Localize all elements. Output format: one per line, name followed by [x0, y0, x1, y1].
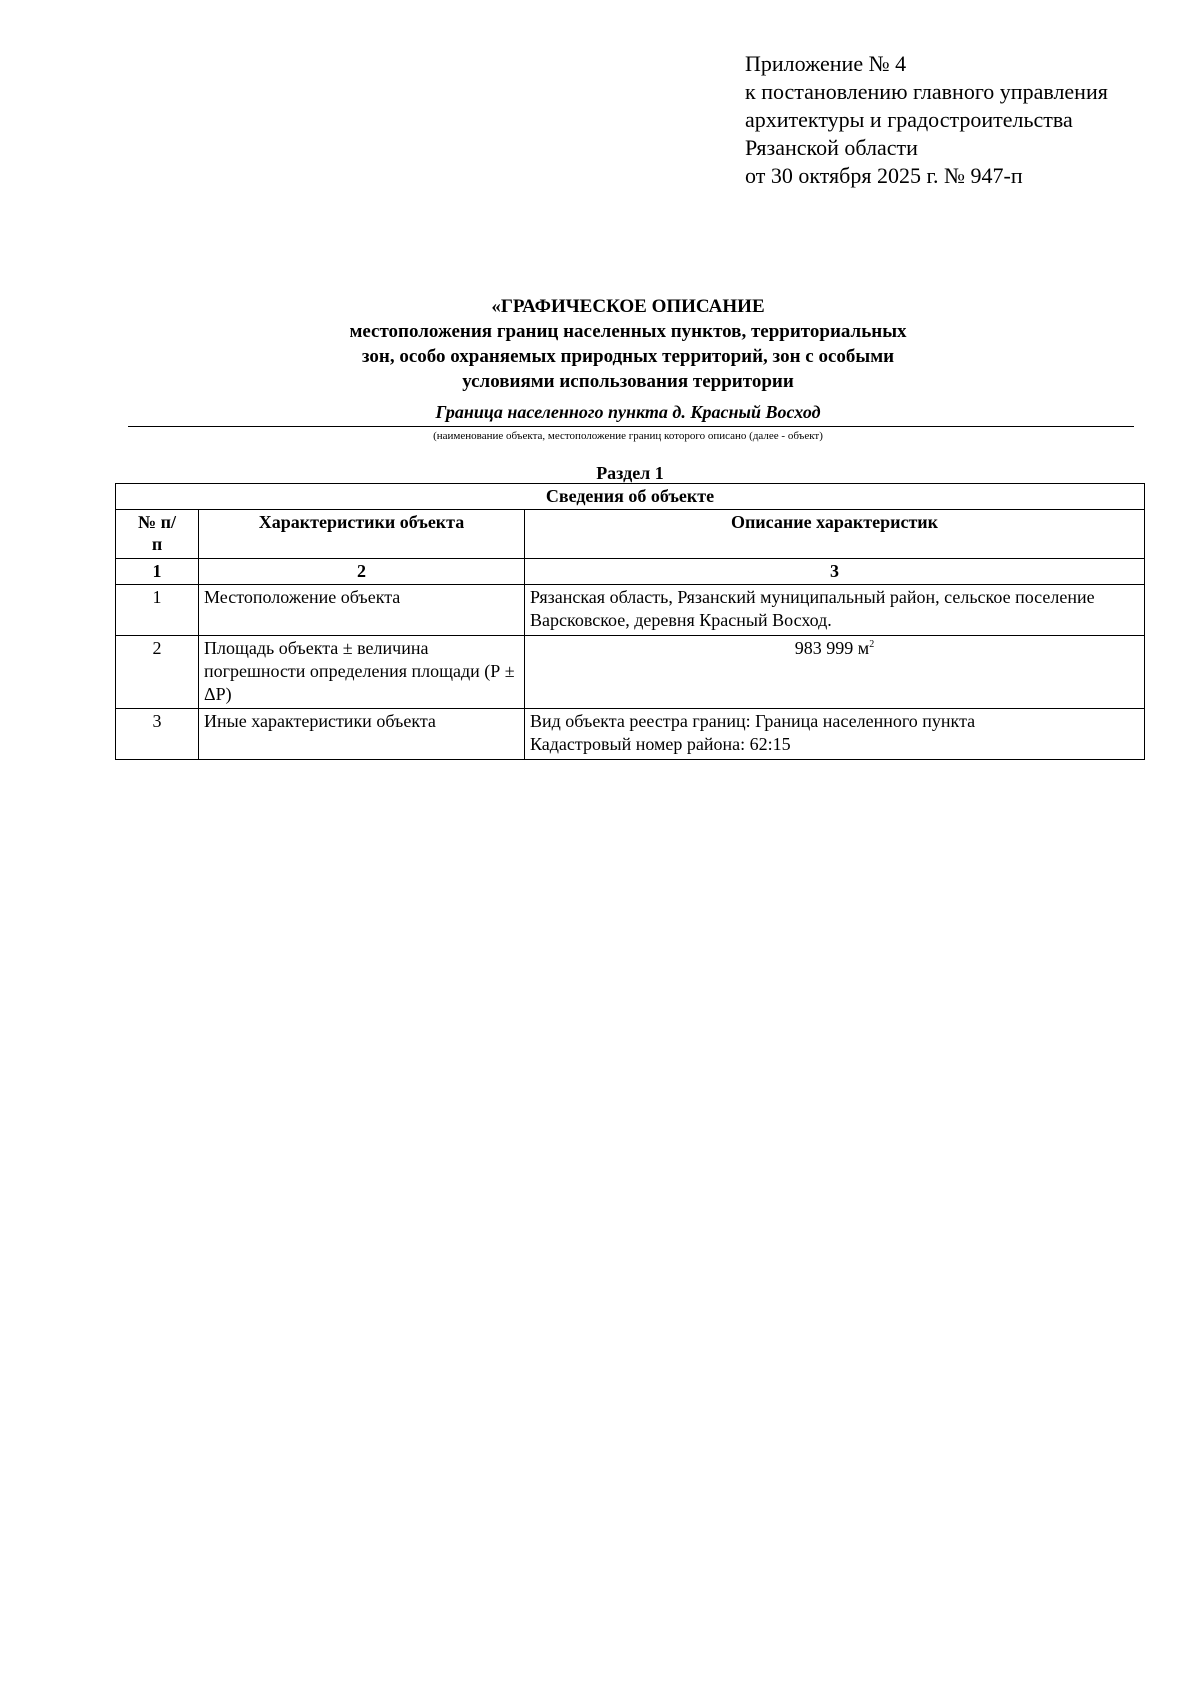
title-line: зон, особо охраняемых природных территорий, зон с особыми [361, 346, 895, 367]
row-description [525, 709, 1145, 760]
object-name: Граница населенного пункта д. Красный Восход [435, 402, 821, 422]
row-num: 1 [116, 585, 199, 636]
appendix-line: к постановлению главного управления [745, 79, 1108, 104]
appendix-line: Рязанской области [745, 135, 918, 160]
appendix-line: Приложение № 4 [745, 51, 907, 76]
table-row [116, 636, 1145, 709]
rule-caption: (наименование объекта, местоположение границ которого описано (далее - объект) [433, 430, 823, 442]
title-line: «ГРАФИЧЕСКОЕ ОПИСАНИЕ [491, 296, 765, 317]
appendix-line: от 30 октября 2025 г. № 947-п [745, 163, 1023, 188]
column-number: 3 [525, 559, 1145, 585]
title-line: местоположения границ населенных пунктов, территориальных [349, 321, 907, 342]
row-description: Рязанская область, Рязанский муниципальный район, сельское поселение Варсковское, деревня Красный Восход. [525, 585, 1145, 636]
description-line: Кадастровый номер района: 62:15 [530, 734, 791, 754]
area-unit-exponent: 2 [869, 639, 875, 650]
column-number: 2 [199, 559, 525, 585]
description-line: Вид объекта реестра границ: Граница населенного пункта [530, 711, 976, 731]
row-characteristic: Иные характеристики объекта [199, 709, 525, 760]
document-title [128, 294, 1128, 394]
column-number-row [116, 559, 1145, 585]
appendix-block [745, 50, 1108, 190]
section-title: Раздел 1 [596, 463, 664, 483]
row-num: 3 [116, 709, 199, 760]
header-num-text: № п/п [138, 512, 176, 554]
column-number: 1 [116, 559, 199, 585]
table-header-row [116, 510, 1145, 559]
object-info-table [115, 483, 1145, 760]
row-characteristic: Местоположение объекта [199, 585, 525, 636]
row-num: 2 [116, 636, 199, 709]
table-caption: Сведения об объекте [116, 484, 1145, 510]
table-row [116, 709, 1145, 760]
area-value: 983 999 м [794, 638, 870, 658]
table-row [116, 585, 1145, 636]
underline-rule [128, 426, 1134, 427]
appendix-line: архитектуры и градостроительства [745, 107, 1073, 132]
table-caption-row [116, 484, 1145, 510]
header-num [116, 510, 199, 559]
row-characteristic: Площадь объекта ± величина погрешности определения площади (Р ± ΔР) [199, 636, 525, 709]
header-description: Описание характеристик [525, 510, 1145, 559]
title-line: условиями использования территории [462, 371, 794, 392]
row-description [525, 636, 1145, 709]
header-characteristic: Характеристики объекта [199, 510, 525, 559]
